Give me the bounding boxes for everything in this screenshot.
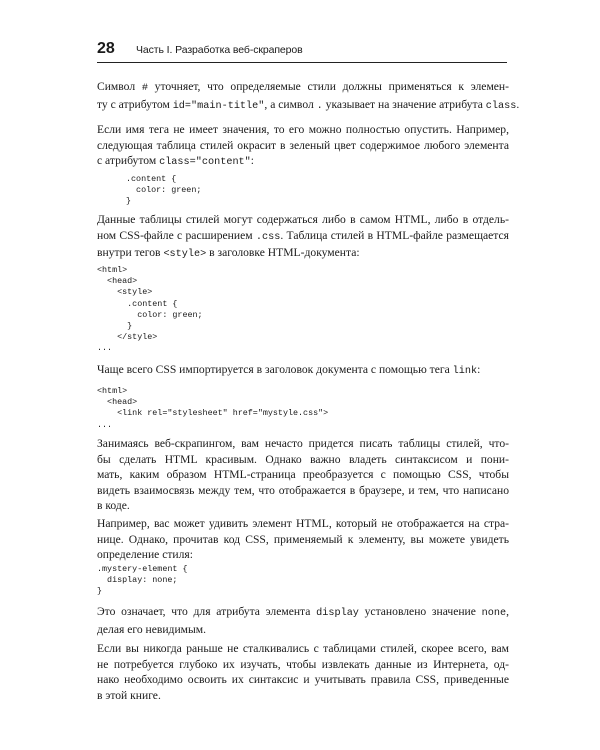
paragraph-line: нако необходимо освоить их синтаксис и учитывать правила CSS, приведенные bbox=[97, 673, 509, 687]
paragraph-line: не потребуется глубоко их изучать, чтобы извлекать данные из Интернета, од- bbox=[97, 657, 509, 671]
paragraph-line: Это означает, что для атрибута элемента display установлено значение none, bbox=[97, 605, 509, 619]
paragraph-conclusion bbox=[97, 641, 509, 703]
inline-code: none bbox=[481, 608, 507, 619]
inline-code: class="content" bbox=[159, 157, 251, 169]
code-block-mystery-element: .mystery-element { display: none; } bbox=[97, 564, 188, 597]
paragraph-line: Занимаясь веб-скрапингом, вам нечасто придется писать таблицы стилей, что- bbox=[97, 437, 509, 450]
paragraph-line: Символ # уточняет, что определяемые стили должны применяться к элемен- bbox=[97, 80, 510, 94]
paragraph-line: ном CSS-файле с расширением .css. Таблица стилей в HTML-файле размещается bbox=[97, 228, 509, 243]
paragraph-line: Чаще всего CSS импортируется в заголовок документа с помощью тега link: bbox=[97, 363, 481, 377]
code-block-style-tag: <html> <head> <style> .content { color: green; } </style> ... bbox=[97, 265, 203, 354]
paragraph-line: бы сделать HTML красивым. Однако важно владеть синтаксисом и пони- bbox=[97, 452, 509, 466]
page-number: 28 bbox=[97, 40, 115, 57]
paragraph-stylesheet-location bbox=[97, 212, 509, 263]
paragraph-line: нице. Однако, прочитав код CSS, применяемый к элементу, вы можете увидеть bbox=[97, 532, 509, 546]
paragraph-line: внутри тегов <style> в заголовке HTML-документа: bbox=[97, 246, 360, 261]
paragraph-line: Если имя тега не имеет значения, то его можно полностью опустить. Например, bbox=[97, 123, 509, 136]
paragraph-line: следующая таблица стилей окрасит в зеленый цвет содержимое любого элемента bbox=[97, 138, 509, 152]
inline-code: <style> bbox=[163, 249, 207, 261]
paragraph-line: Данные таблицы стилей могут содержаться либо в самом HTML, либо в отдель- bbox=[97, 213, 509, 226]
inline-code: .css bbox=[255, 231, 281, 243]
paragraph-symbols bbox=[97, 79, 520, 114]
paragraph-line: определение стиля: bbox=[97, 548, 193, 562]
paragraph-line: видеть взаимосвязь между тем, что отображается в браузере, и тем, что написано bbox=[97, 483, 509, 497]
page-header bbox=[97, 40, 507, 63]
paragraph-line: с атрибутом class="content": bbox=[97, 154, 255, 169]
inline-code: # bbox=[141, 83, 148, 94]
paragraph-line: Например, вас может удивить элемент HTML, который не отображается на стра- bbox=[97, 517, 509, 530]
inline-code: link bbox=[452, 366, 478, 377]
inline-code: id="main-title" bbox=[172, 100, 265, 112]
paragraph-import-css bbox=[97, 362, 509, 380]
paragraph-display-none bbox=[97, 604, 509, 637]
paragraph-web-scraping bbox=[97, 436, 509, 514]
paragraph-line: в коде. bbox=[97, 499, 130, 513]
paragraph-line: мать, каким образом HTML-страница преобразуется с помощью CSS, чтобы bbox=[97, 468, 509, 482]
inline-code: display bbox=[316, 608, 359, 619]
code-block-link-tag: <html> <head> <link rel="stylesheet" href="mystyle.css"> ... bbox=[97, 386, 329, 430]
paragraph-tag-name bbox=[97, 122, 509, 171]
paragraph-line: в этой книге. bbox=[97, 688, 161, 702]
inline-code: class bbox=[485, 100, 517, 112]
running-head: Часть I. Разработка веб-скраперов bbox=[136, 44, 303, 56]
paragraph-line: делая его невидимым. bbox=[97, 622, 207, 636]
paragraph-hidden-element bbox=[97, 516, 509, 563]
paragraph-line: Если вы никогда раньше не сталкивались с таблицами стилей, скорее всего, вам bbox=[97, 642, 509, 655]
code-block-content: .content { color: green; } bbox=[126, 174, 202, 207]
inline-code: . bbox=[316, 100, 323, 112]
paragraph-line: ту с атрибутом id="main-title", а символ . указывает на значение атрибута class. bbox=[97, 97, 520, 112]
